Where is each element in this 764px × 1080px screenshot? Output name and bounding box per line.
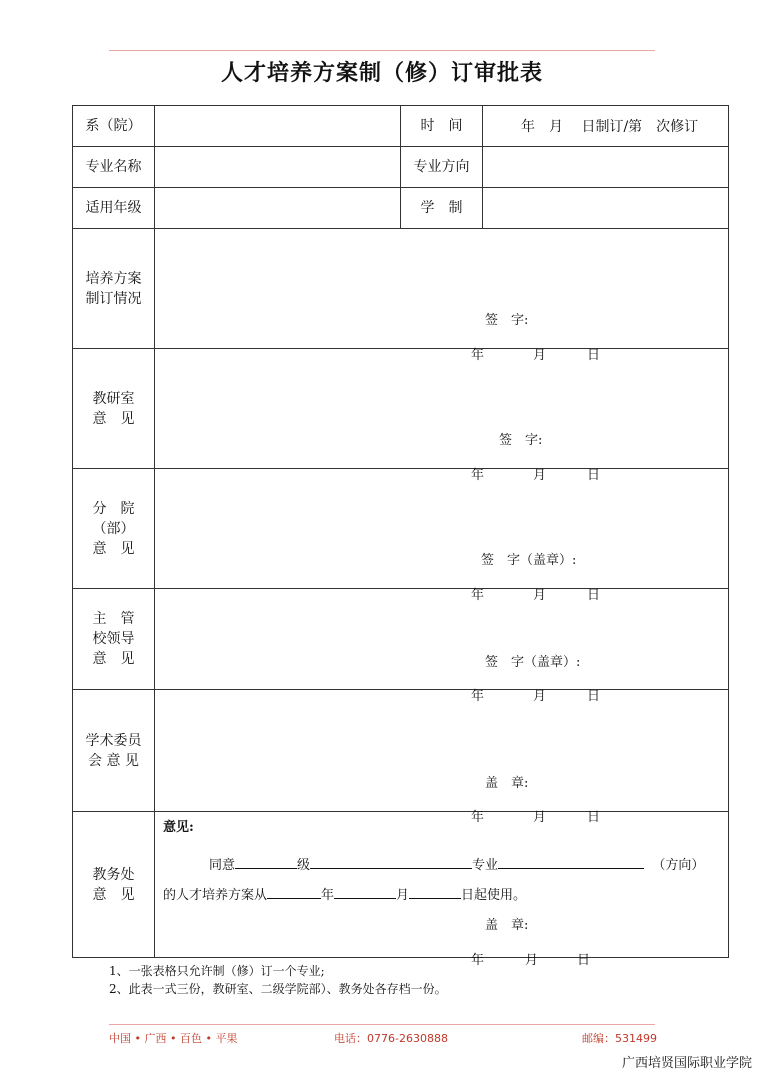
department-label: 系（院）: [73, 106, 155, 147]
duration-field[interactable]: [483, 188, 729, 229]
footer-postcode: 邮编：531499: [582, 1032, 657, 1045]
opinion-heading: 意见:: [163, 820, 194, 835]
formulation-label: 培养方案 制订情况: [73, 229, 155, 349]
department-field[interactable]: [155, 106, 401, 147]
day-blank[interactable]: [409, 886, 461, 899]
formulation-sign: 签 字:: [485, 313, 529, 328]
formulation-area[interactable]: [155, 229, 729, 363]
note-2: 2、此表一式三份，教研室、二级学院部）、教务处各存档一份。: [109, 982, 447, 996]
direction-blank[interactable]: [498, 856, 644, 869]
leader-sign: 签 字（盖章）:: [485, 655, 581, 670]
branch-label: 分 院 （部） 意 见: [73, 469, 155, 589]
teaching-office-area[interactable]: [155, 349, 729, 483]
direction-label: 专业方向: [401, 147, 483, 188]
grade-label: 适用年级: [73, 188, 155, 229]
time-label: 时 间: [401, 106, 483, 147]
plan-date-line: 的人才培养方案从 年 月 日起使用。: [163, 888, 527, 903]
month-blank[interactable]: [334, 886, 396, 899]
agree-line: 同意 级 专业 （方向）: [209, 858, 705, 873]
teaching-office-date: 年 月 日: [471, 468, 601, 483]
grade-blank[interactable]: [235, 856, 297, 869]
leader-date: 年 月 日: [471, 689, 601, 704]
major-blank[interactable]: [310, 856, 472, 869]
major-label: 专业名称: [73, 147, 155, 188]
branch-sign: 签 字（盖章）:: [481, 553, 577, 568]
duration-label: 学 制: [401, 188, 483, 229]
school-name: 广西培贤国际职业学院: [621, 1056, 752, 1071]
academic-affairs-area[interactable]: [155, 812, 729, 968]
committee-area[interactable]: [155, 690, 729, 825]
academic-affairs-date: 年 月 日: [471, 953, 591, 968]
teaching-office-label: 教研室 意 见: [73, 349, 155, 469]
form-title: 人才培养方案制（修）订审批表: [220, 61, 543, 86]
footer-location: 中国 • 广西 • 百色 • 平果: [109, 1032, 238, 1045]
approval-form-table: [72, 105, 729, 968]
leader-area[interactable]: [155, 589, 729, 704]
leader-label: 主 管 校领导 意 见: [73, 589, 155, 690]
year-blank[interactable]: [267, 886, 321, 899]
footer-phone: 电话：0776-2630888: [334, 1032, 448, 1045]
academic-affairs-seal: 盖 章:: [485, 918, 529, 933]
committee-label: 学术委员 会 意 见: [73, 690, 155, 812]
branch-date: 年 月 日: [471, 588, 601, 603]
major-field[interactable]: [155, 147, 401, 188]
teaching-office-sign: 签 字:: [499, 433, 543, 448]
header-rule: [109, 50, 655, 51]
committee-seal: 盖 章:: [485, 776, 529, 791]
direction-field[interactable]: [483, 147, 729, 188]
committee-date: 年 月 日: [471, 810, 601, 825]
academic-affairs-label: 教务处 意 见: [73, 812, 155, 958]
grade-field[interactable]: [155, 188, 401, 229]
note-1: 1、一张表格只允许制（修）订一个专业;: [109, 964, 325, 978]
formulation-date: 年 月 日: [471, 348, 601, 363]
footer-rule: [109, 1024, 655, 1025]
time-field[interactable]: 年 月 日制订/第 次修订: [483, 106, 729, 147]
branch-area[interactable]: [155, 469, 729, 603]
